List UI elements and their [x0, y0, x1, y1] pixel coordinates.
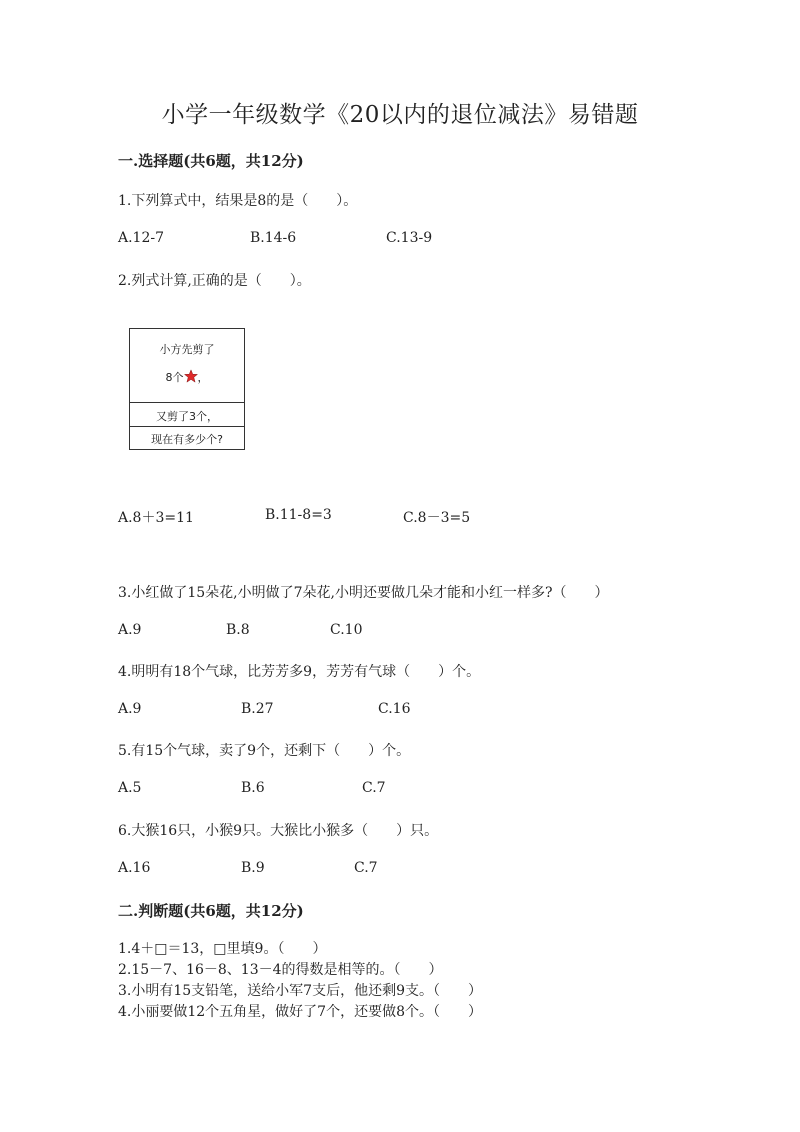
- judgment-item-4: 4.小丽要做12个五角星，做好了7个，还要做8个。（ ）: [118, 1004, 482, 1020]
- question-1: 1.下列算式中，结果是8的是（ ）。: [118, 193, 358, 209]
- page-title: 小学一年级数学《20以内的退位减法》易错题: [161, 102, 639, 128]
- figure-line-2: [130, 369, 244, 385]
- q3-option-a: A.9: [118, 622, 142, 638]
- q5-option-b: B.6: [241, 780, 265, 796]
- figure-count-label: 8个: [165, 371, 184, 384]
- q3-option-b: B.8: [226, 622, 250, 638]
- question-2-figure: [129, 328, 245, 450]
- figure-line-4: 现在有多少个?: [151, 433, 223, 446]
- q6-option-a: A.16: [118, 860, 151, 876]
- figure-comma: ，: [197, 371, 209, 384]
- q2-option-a: A.8＋3=11: [118, 510, 194, 526]
- q2-option-b: B.11-8=3: [265, 507, 332, 523]
- question-6: 6.大猴16只，小猴9只。大猴比小猴多（ ）只。: [118, 823, 439, 839]
- judgment-item-1: 1.4＋□＝13，□里填9。（ ）: [118, 941, 327, 957]
- figure-line-3: 又剪了3个，: [156, 410, 218, 423]
- q1-option-c: C.13-9: [386, 230, 433, 246]
- q6-option-b: B.9: [241, 860, 265, 876]
- judgment-item-3: 3.小明有15支铅笔，送给小军7支后，他还剩9支。（ ）: [118, 983, 482, 999]
- question-3: 3.小红做了15朵花,小明做了7朵花,小明还要做几朵才能和小红一样多?（ ）: [118, 585, 609, 601]
- q5-option-c: C.7: [362, 780, 386, 796]
- figure-middle-cell: [130, 403, 244, 427]
- figure-bottom-cell: [130, 427, 244, 449]
- figure-line-1: 小方先剪了: [159, 343, 215, 356]
- q3-option-c: C.10: [330, 622, 363, 638]
- judgment-item-2: 2.15－7、16－8、13－4的得数是相等的。（ ）: [118, 962, 443, 978]
- q2-option-c: C.8－3=5: [403, 510, 471, 526]
- section-heading-choice: 一.选择题(共6题，共12分): [118, 152, 304, 170]
- star-icon: [184, 369, 198, 383]
- q4-option-b: B.27: [241, 701, 274, 717]
- q1-option-b: B.14-6: [250, 230, 297, 246]
- figure-top-cell: [130, 329, 244, 403]
- section-heading-judgment: 二.判断题(共6题，共12分): [118, 902, 304, 920]
- q5-option-a: A.5: [118, 780, 142, 796]
- question-2: 2.列式计算,正确的是（ ）。: [118, 273, 311, 289]
- q4-option-a: A.9: [118, 701, 142, 717]
- question-5: 5.有15个气球，卖了9个，还剩下（ ）个。: [118, 743, 411, 759]
- q6-option-c: C.7: [354, 860, 378, 876]
- q4-option-c: C.16: [378, 701, 411, 717]
- q1-option-a: A.12-7: [118, 230, 165, 246]
- question-4: 4.明明有18个气球，比芳芳多9，芳芳有气球（ ）个。: [118, 664, 481, 680]
